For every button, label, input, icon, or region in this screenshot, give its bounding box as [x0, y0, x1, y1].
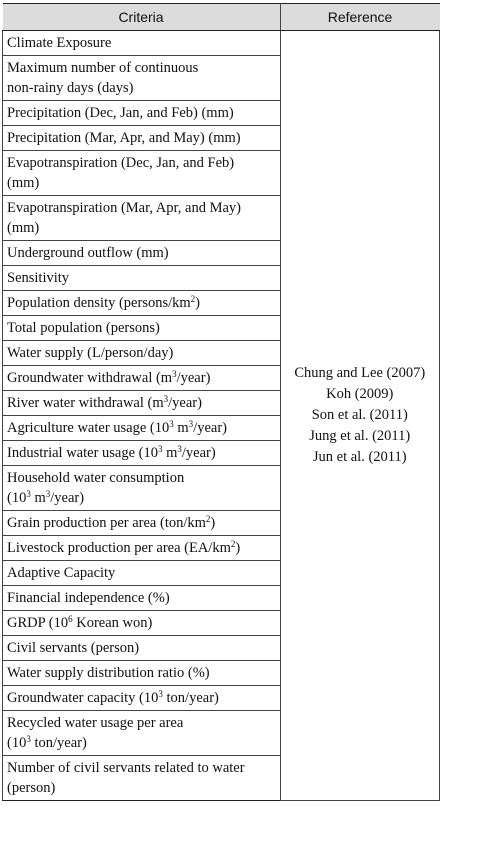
- header-row: [3, 4, 440, 31]
- criteria-cell: Number of civil servants related to water (person): [3, 756, 281, 801]
- criteria-cell: Evapotranspiration (Mar, Apr, and May) (mm): [3, 196, 281, 241]
- criteria-cell: Recycled water usage per area ($10^3$ ton/year): [3, 711, 281, 756]
- criteria-cell: Livestock production per area $(EA/km^2)$: [3, 536, 281, 561]
- reference-cell: [280, 31, 440, 801]
- reference-item: Jun et al. (2011): [312, 449, 407, 465]
- criteria-cell: Precipitation (Mar, Apr, and May) (mm): [3, 126, 281, 151]
- criteria-cell: Precipitation (Dec, Jan, and Feb) (mm): [3, 101, 281, 126]
- criteria-cell: Maximum number of continuous non-rainy days (days): [3, 56, 281, 101]
- criteria-cell: Household water consumption ($10^3$ $m^3/year$): [3, 466, 281, 511]
- criteria-cell: Agriculture water usage ($10^3$ $m^3/year$): [3, 416, 281, 441]
- reference-item: Chung and Lee (2007): [294, 365, 426, 381]
- criteria-cell: Groundwater capacity ($10^3$ ton/year): [3, 686, 281, 711]
- criteria-cell: GRDP ($10^6$ Korean won): [3, 611, 281, 636]
- criteria-cell: Population density $(persons/km^2)$: [3, 291, 281, 316]
- criteria-cell: Groundwater withdrawal $(m^3/year)$: [3, 366, 281, 391]
- criteria-cell: Water supply (L/person/day): [3, 341, 281, 366]
- reference-item: Jung et al. (2011): [309, 428, 411, 444]
- criteria-cell: Financial independence (%): [3, 586, 281, 611]
- criteria-cell: Evapotranspiration (Dec, Jan, and Feb) (mm): [3, 151, 281, 196]
- reference-item: Son et al. (2011): [311, 407, 408, 423]
- criteria-cell: Sensitivity: [3, 266, 281, 291]
- criteria-cell: Underground outflow (mm): [3, 241, 281, 266]
- criteria-reference-table: [2, 3, 440, 801]
- criteria-cell: Grain production per area $(ton/km^2)$: [3, 511, 281, 536]
- criteria-cell: Water supply distribution ratio (%): [3, 661, 281, 686]
- criteria-cell: Industrial water usage ($10^3$ $m^3/year$): [3, 441, 281, 466]
- criteria-cell: Total population (persons): [3, 316, 281, 341]
- criteria-header: Criteria: [3, 4, 281, 31]
- reference-item: Koh (2009): [326, 386, 394, 402]
- table-row: [3, 31, 440, 56]
- reference-header: Reference: [280, 4, 440, 31]
- criteria-cell: Adaptive Capacity: [3, 561, 281, 586]
- criteria-cell: River water withdrawal $(m^3/year)$: [3, 391, 281, 416]
- criteria-cell: Civil servants (person): [3, 636, 281, 661]
- criteria-cell: Climate Exposure: [3, 31, 281, 56]
